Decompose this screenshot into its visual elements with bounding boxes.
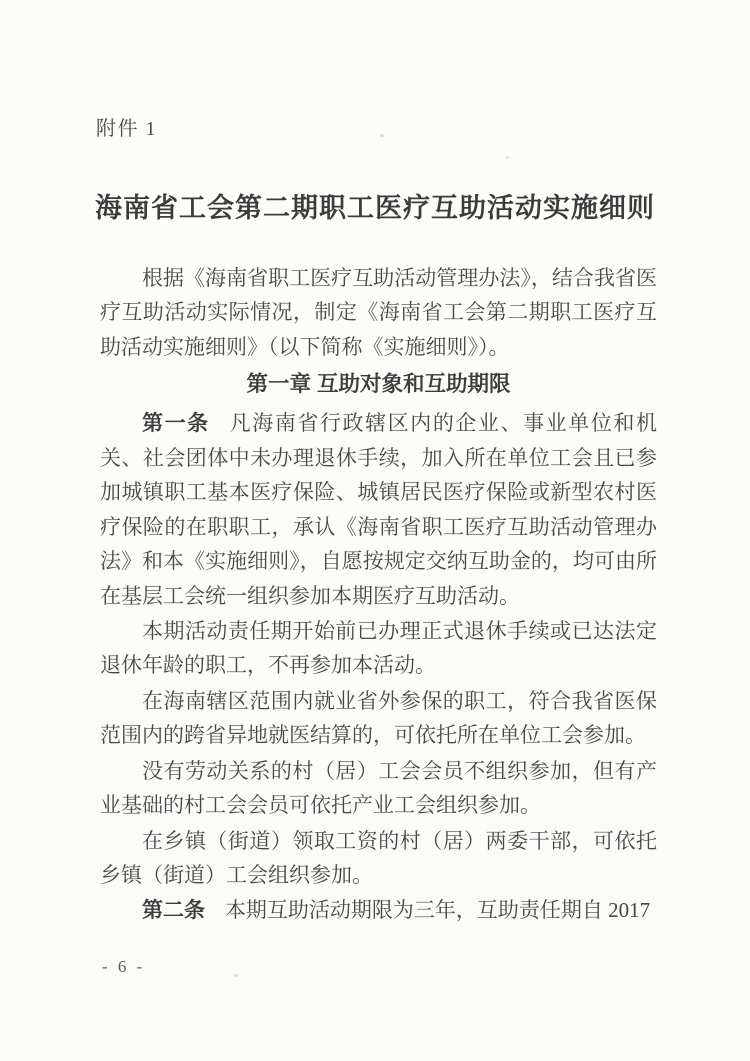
article-2-paragraph — [100, 893, 657, 928]
article-1-paragraph-4: 没有劳动关系的村（居）工会会员不组织参加，但有产业基础的村工会会员可依托产业工会组织参加。 — [100, 758, 657, 818]
intro-paragraph: 根据《海南省职工医疗互助活动管理办法》，结合我省医疗互助活动实际情况，制定《海南省工会第二期职工医疗互助活动实施细则》（以下简称《实施细则》）。 — [100, 266, 657, 359]
scan-speck — [506, 156, 509, 159]
article-1-text: 凡海南省行政辖区内的企业、事业单位和机关、社会团体中未办理退休手续，加入所在单位工会且已参加城镇职工基本医疗保险、城镇居民医疗保险或新型农村医疗保险的在职职工，承认《海南省职工医疗互助活动管理办法》和本《实施细则》，自愿按规定交纳互助金的，均可由所在基层工会统一组织参加本期医疗互助活动。 — [100, 410, 658, 608]
article-2-text: 本期互助活动期限为三年，互助责任期自 2017 — [224, 898, 651, 923]
article-1-paragraph-5: 在乡镇（街道）领取工资的村（居）两委干部，可依托乡镇（街道）工会组织参加。 — [100, 828, 657, 887]
scan-speck — [234, 974, 238, 977]
article-2-label: 第二条 — [142, 899, 205, 923]
document-title: 海南省工会第二期职工医疗互助活动实施细则 — [95, 193, 655, 223]
chapter-1-heading: 第一章 互助对象和互助期限 — [246, 372, 511, 397]
article-1-paragraph — [100, 406, 657, 613]
document-body — [100, 261, 657, 930]
article-1-paragraph-3: 在海南辖区范围内就业省外参保的职工，符合我省医保范围内的跨省异地就医结算的，可依托所在单位工会参加。 — [100, 688, 657, 748]
attachment-label: 附件 1 — [96, 118, 157, 140]
article-1-paragraph-2: 本期活动责任期开始前已办理正式退休手续或已达法定退休年龄的职工，不再参加本活动。 — [100, 619, 657, 678]
scan-speck — [380, 134, 384, 137]
page-number: - 6 - — [102, 957, 146, 976]
article-1-label: 第一条 — [142, 411, 210, 435]
